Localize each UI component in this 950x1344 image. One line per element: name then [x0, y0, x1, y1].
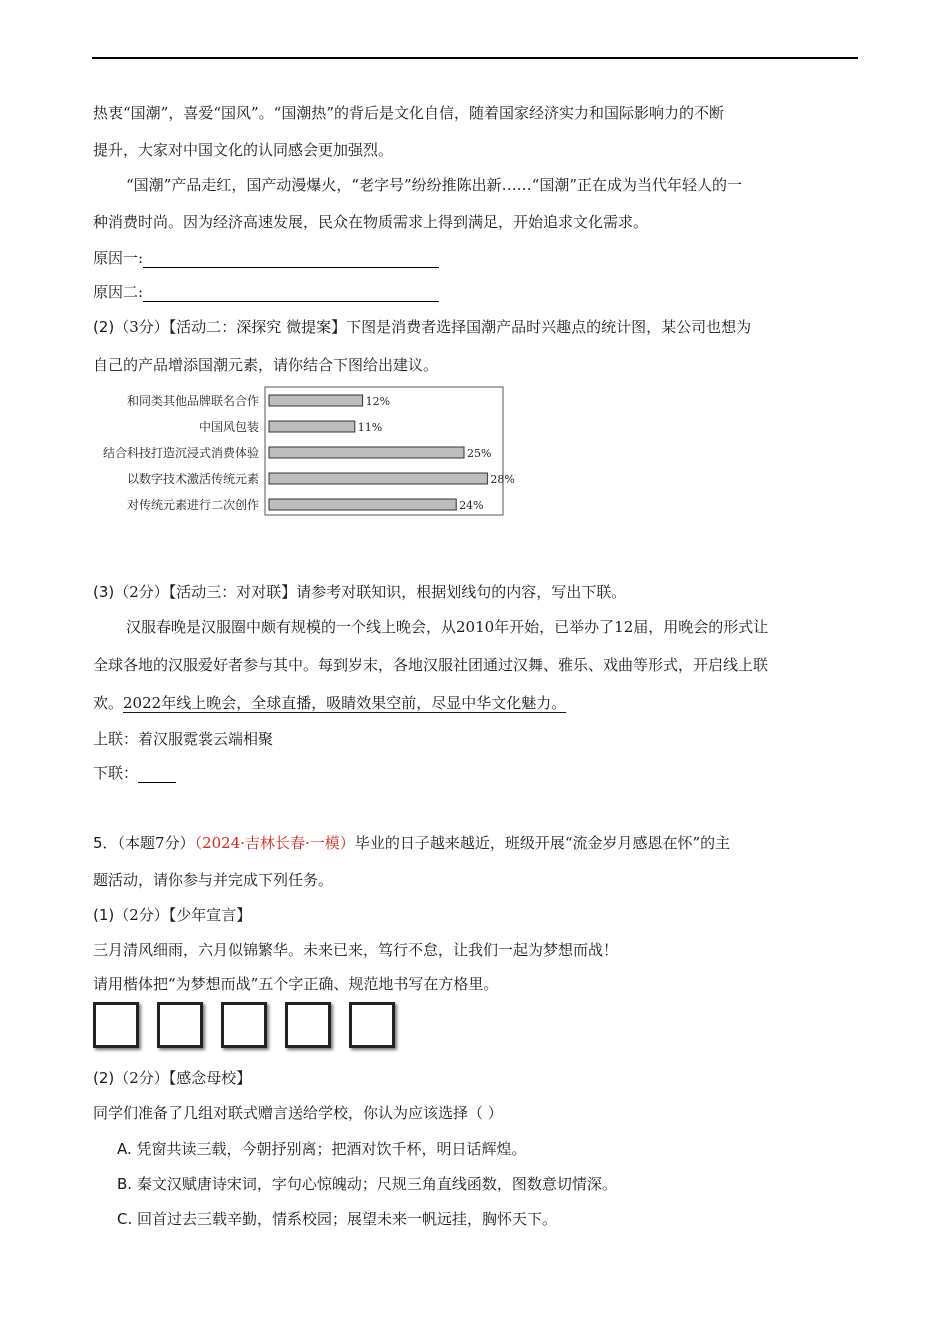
reason-two-row [93, 282, 439, 302]
option-letter: B. [117, 1175, 133, 1193]
paragraph-line: 三月清风细雨，六月似锦繁华。未来已来，笃行不怠，让我们一起为梦想而战！ [93, 941, 619, 959]
category-label: 中国风包装 [198, 420, 259, 434]
question-4-2-prompt [93, 317, 751, 337]
question-5-1-title [93, 905, 251, 925]
option-letter: C. [117, 1210, 133, 1228]
paragraph-line: 题活动，请你参与并完成下列任务。 [93, 871, 334, 889]
question-score: （本题7分） [117, 834, 195, 852]
lower-couplet-answer-blank[interactable] [138, 767, 176, 783]
option-b[interactable] [117, 1174, 617, 1194]
bar [269, 395, 363, 406]
question-title: （2分）【感念母校】 [114, 1069, 252, 1087]
question-number: (2) [93, 318, 115, 336]
bar [269, 473, 487, 484]
paragraph-line: 汉服春晚是汉服圈中颇有规模的一个线上晚会，从2010年开始，已举办了12届，用晚会的形式让 [126, 618, 769, 636]
paragraph-line: 种消费时尚。因为经济高速发展，民众在物质需求上得到满足，开始追求文化需求。 [93, 213, 649, 231]
bar [269, 421, 355, 432]
option-text: 凭窗共读三载，今朝抒别离；把酒对饮千杯，明日话辉煌。 [136, 1140, 527, 1158]
question-5-2-stem: 同学们准备了几组对联式赠言送给学校，你认为应该选择（ ） [93, 1104, 503, 1122]
question-prompt: （3分）【活动二：深探究 微提案】下图是消费者选择国潮产品时兴趣点的统计图，某公司也想为 [114, 318, 752, 336]
bar [269, 499, 456, 510]
value-label: 25% [467, 447, 492, 460]
question-5-header [93, 833, 730, 853]
reason-one-answer-blank[interactable] [143, 252, 439, 268]
question-text: 毕业的日子越来越近，班级开展“流金岁月感恩在怀”的主 [354, 834, 731, 852]
upper-couplet: 上联：着汉服霓裳云端相聚 [93, 730, 274, 748]
interest-bar-chart [93, 386, 515, 516]
question-4-3-prompt [93, 582, 626, 602]
value-label: 11% [357, 421, 383, 434]
paragraph-line: 全球各地的汉服爱好者参与其中。每到岁末，各地汉服社团通过汉舞、雅乐、戏曲等形式，开启线上联 [93, 656, 769, 674]
question-number: (3) [93, 583, 115, 601]
writing-box[interactable] [157, 1002, 203, 1048]
writing-grid [93, 1002, 403, 1050]
category-label: 以数字技术激活传统元素 [126, 472, 259, 486]
question-prompt: （2分）【活动三：对对联】请参考对联知识，根据划线句的内容，写出下联。 [114, 583, 627, 601]
reason-one-label: 原因一: [93, 249, 144, 267]
paragraph-line: 热衷“国潮”，喜爱“国风”。“国潮热”的背后是文化自信，随着国家经济实力和国际影响力的不断 [93, 104, 725, 122]
category-label: 和同类其他品牌联名合作 [126, 394, 259, 408]
value-label: 12% [365, 395, 391, 408]
paragraph-line: 自己的产品增添国潮元素，请你结合下图给出建议。 [93, 356, 439, 374]
option-text: 秦文汉赋唐诗宋词，字句心惊魄动；尺规三角直线函数，图数意切情深。 [136, 1175, 617, 1193]
question-5-2-title [93, 1068, 251, 1088]
underlined-sentence: 2022年线上晚会，全球直播，吸睛效果空前，尽显中华文化魅力。 [123, 694, 567, 712]
bar [269, 447, 464, 458]
paragraph-line: “国潮”产品走红，国产动漫爆火，“老字号”纷纷推陈出新……“国潮”正在成为当代年轻人的一 [126, 176, 743, 194]
lower-couplet-label: 下联： [93, 764, 139, 782]
writing-box[interactable] [221, 1002, 267, 1048]
lower-couplet-row [93, 763, 176, 783]
option-c[interactable] [117, 1209, 557, 1229]
category-label: 结合科技打造沉浸式消费体验 [102, 446, 259, 460]
option-letter: A. [117, 1140, 132, 1158]
reason-one-row [93, 248, 439, 268]
value-label: 28% [490, 473, 515, 486]
question-title: （2分）【少年宣言】 [114, 906, 252, 924]
paragraph-line: 提升，大家对中国文化的认同感会更加强烈。 [93, 141, 394, 159]
question-number: 5． [93, 834, 118, 852]
paragraph-line: 请用楷体把“为梦想而战”五个字正确、规范地书写在方格里。 [93, 975, 499, 993]
value-label: 24% [459, 499, 484, 512]
reason-two-answer-blank[interactable] [143, 286, 439, 302]
question-number: (2) [93, 1069, 115, 1087]
paragraph-text: 欢。 [93, 694, 124, 712]
category-label: 对传统元素进行二次创作 [126, 498, 259, 512]
writing-box[interactable] [349, 1002, 395, 1048]
header-rule [92, 57, 858, 59]
question-source: （2024·吉林长春·一模） [194, 834, 355, 852]
writing-box[interactable] [285, 1002, 331, 1048]
question-number: (1) [93, 906, 115, 924]
reason-two-label: 原因二: [93, 283, 144, 301]
option-text: 回首过去三载辛勤，情系校园；展望未来一帆远挂，胸怀天下。 [137, 1210, 558, 1228]
writing-box[interactable] [93, 1002, 139, 1048]
option-a[interactable] [117, 1139, 527, 1159]
paragraph-line [93, 693, 566, 713]
